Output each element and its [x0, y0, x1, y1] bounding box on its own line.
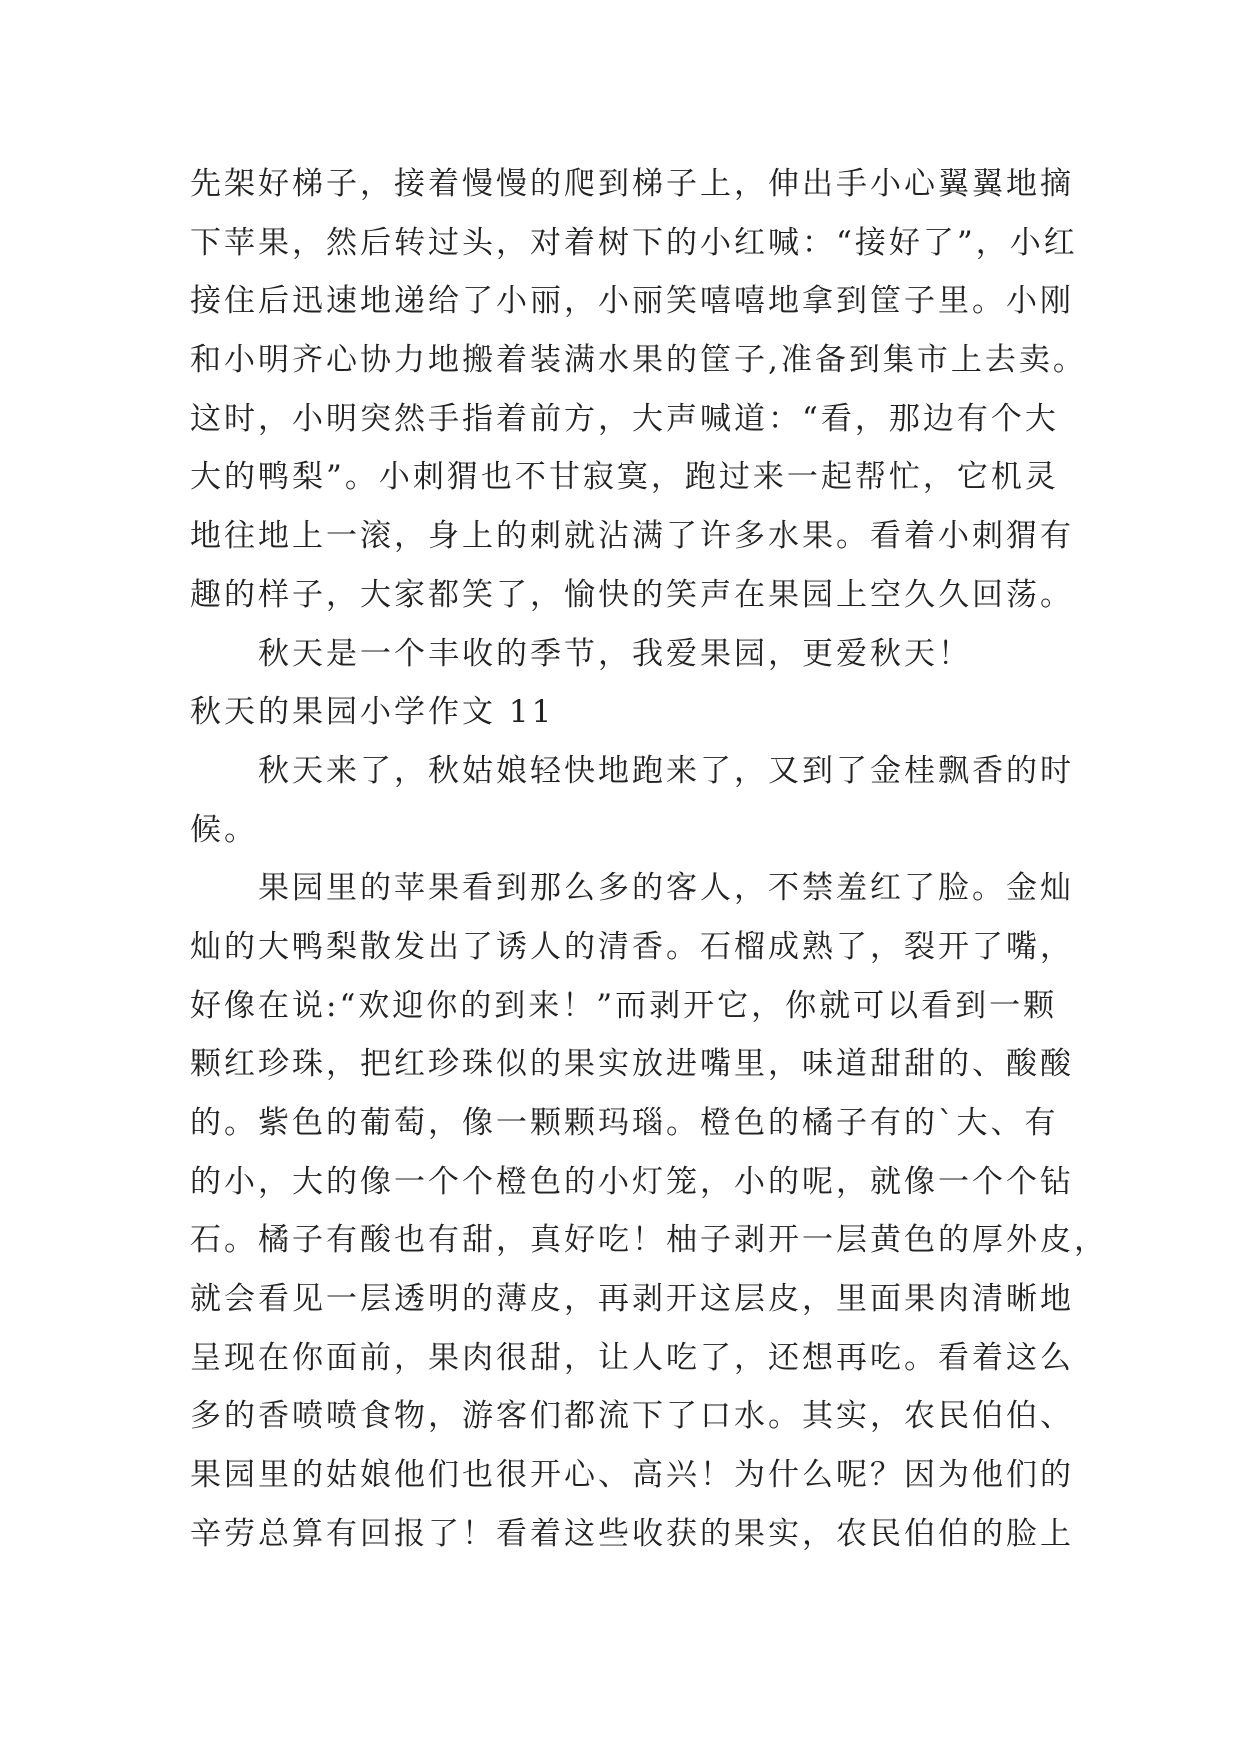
section-heading: 秋天的果园小学作文 11 [190, 694, 555, 731]
text-line: 趣的样子，大家都笑了，愉快的笑声在果园上空久久回荡。 [190, 576, 1074, 613]
text-line: 颗红珍珠，把红珍珠似的果实放进嘴里，味道甜甜的、酸酸 [190, 1046, 1074, 1083]
text-line: 下苹果，然后转过头，对着树下的小红喊：“接好了”，小红 [190, 224, 1078, 261]
text-line: 果园里的苹果看到那么多的客人，不禁羞红了脸。金灿 [190, 870, 1074, 907]
text-line: 果园里的姑娘他们也很开心、高兴！为什么呢？因为他们的 [190, 1457, 1074, 1494]
text-line: 大的鸭梨”。小刺猬也不甘寂寞，跑过来一起帮忙，它机灵 [190, 459, 1059, 496]
text-line: 先架好梯子，接着慢慢的爬到梯子上，伸出手小心翼翼地摘 [190, 166, 1074, 202]
text-line: 辛劳总算有回报了！看着这些收获的果实，农民伯伯的脸上 [190, 1515, 1074, 1552]
text-line: 秋天是一个丰收的季节，我爱果园，更爱秋天！ [190, 635, 972, 672]
text-line: 和小明齐心协力地搬着装满水果的筐子,准备到集市上去卖。 [190, 342, 1087, 379]
text-line: 石。橘子有酸也有甜，真好吃！柚子剥开一层黄色的厚外皮， [190, 1222, 1108, 1259]
text-line: 呈现在你面前，果肉很甜，让人吃了，还想再吃。看着这么 [190, 1339, 1074, 1376]
text-line: 就会看见一层透明的薄皮，再剥开这层皮，里面果肉清晰地 [190, 1281, 1074, 1318]
text-line: 的。紫色的葡萄，像一颗颗玛瑙。橙色的橘子有的`大、有 [190, 1105, 1059, 1141]
document-body [190, 155, 1108, 1564]
text-line: 候。 [190, 811, 258, 848]
text-line: 灿的大鸭梨散发出了诱人的清香。石榴成熟了，裂开了嘴， [190, 928, 1074, 965]
text-line: 这时，小明突然手指着前方，大声喊道：“看，那边有个大 [190, 400, 1059, 437]
text-line: 地往地上一滚，身上的刺就沾满了许多水果。看着小刺猬有 [190, 518, 1074, 555]
text-line: 的小，大的像一个个橙色的小灯笼，小的呢，就像一个个钻 [190, 1163, 1074, 1200]
text-line: 接住后迅速地递给了小丽，小丽笑嘻嘻地拿到筐子里。小刚 [190, 283, 1074, 320]
text-line: 秋天来了，秋姑娘轻快地跑来了，又到了金桂飘香的时 [190, 752, 1074, 789]
text-line: 多的香喷喷食物，游客们都流下了口水。其实，农民伯伯、 [190, 1398, 1074, 1435]
text-line: 好像在说:“欢迎你的到来！”而剥开它，你就可以看到一颗 [190, 987, 1058, 1024]
